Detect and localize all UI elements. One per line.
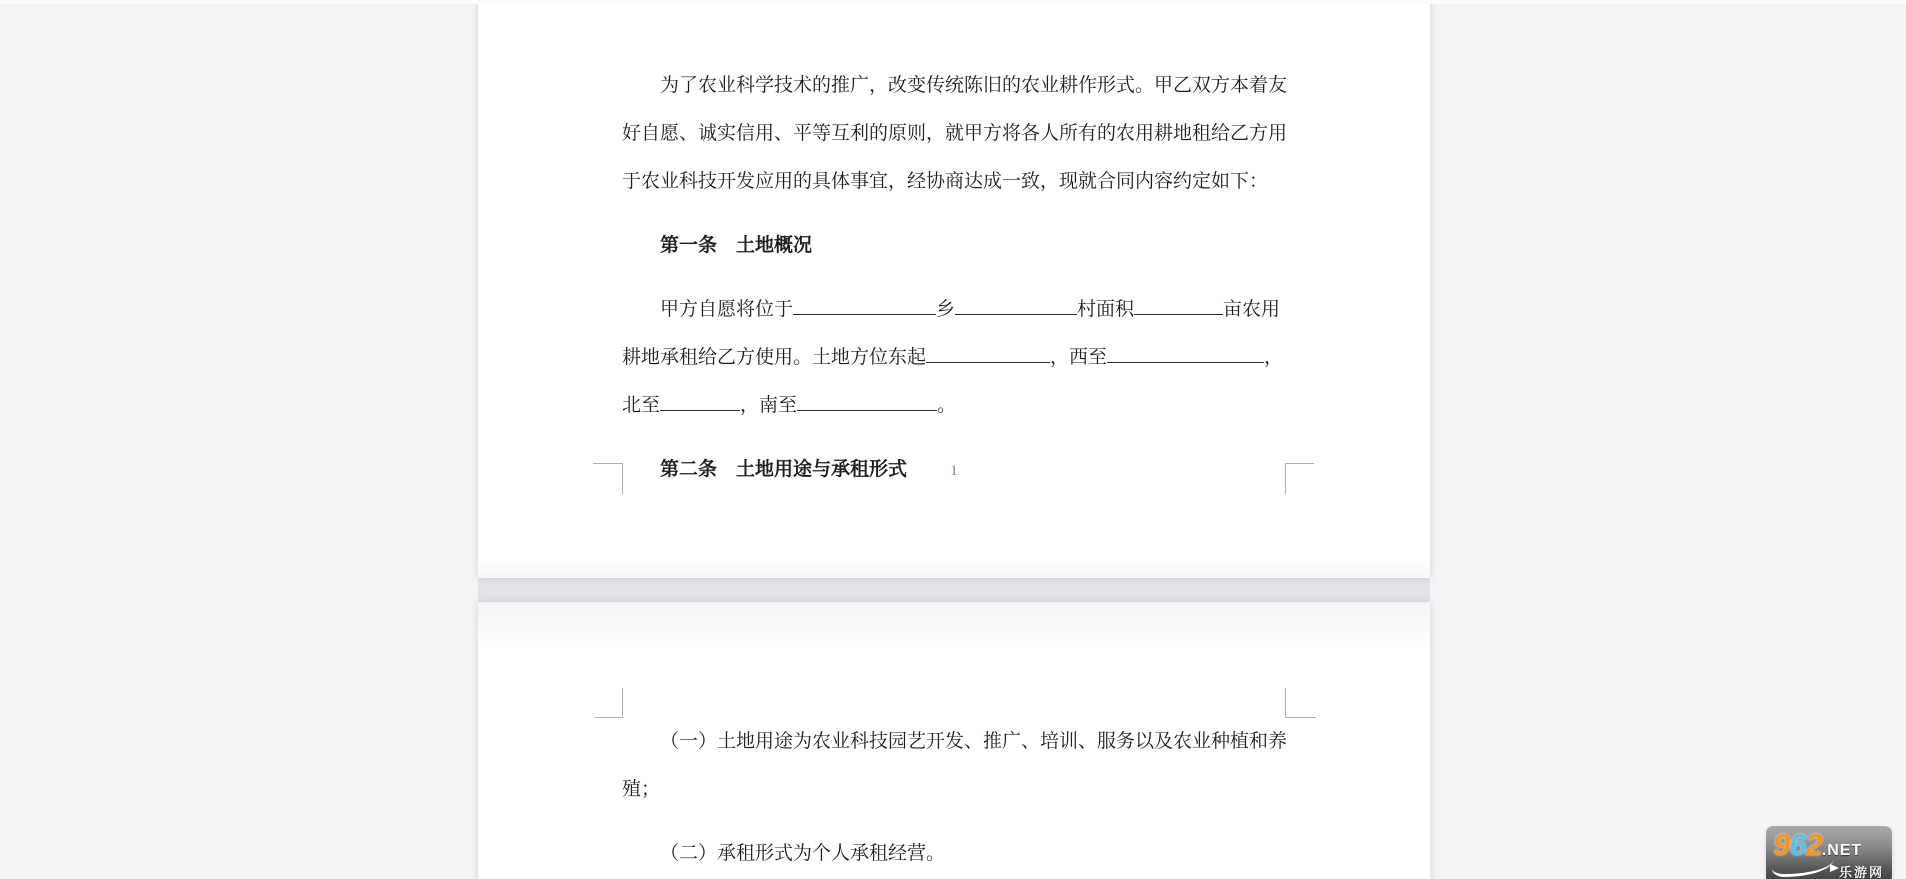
text-run: 为了农业科学技术的推广，改变传统陈旧的农业耕作形式。甲乙双方本着友 xyxy=(660,75,1288,96)
fill-in-blank xyxy=(955,294,1077,315)
text-line xyxy=(622,110,1288,158)
page-number: 1 xyxy=(950,463,958,479)
text-run: 北至 xyxy=(622,395,661,416)
text-run: ，西至 xyxy=(1050,347,1108,368)
text-line xyxy=(622,830,1285,878)
text-run: 甲方自愿将位于 xyxy=(660,299,794,320)
margin-corner-mark-top-left xyxy=(595,688,623,718)
text-run: 耕地承租给乙方使用。土地方位东起 xyxy=(622,347,927,368)
text-line xyxy=(622,286,1285,334)
text-run: 殖； xyxy=(622,779,661,800)
watermark-caption-row xyxy=(1772,862,1886,879)
page-gap xyxy=(478,578,1430,602)
text-run: 。 xyxy=(937,395,957,416)
fill-in-blank xyxy=(926,342,1050,363)
watermark-badge xyxy=(1766,826,1892,879)
watermark-net-text: .NET xyxy=(1821,842,1863,859)
text-line xyxy=(622,718,1288,766)
text-run: ， xyxy=(1264,347,1284,368)
watermark-caption: 乐游网 xyxy=(1838,865,1884,879)
text-run: 亩农用 xyxy=(1223,299,1281,320)
fill-in-blank xyxy=(793,294,936,315)
text-run: ，南至 xyxy=(740,395,798,416)
document-page-1 xyxy=(478,0,1430,578)
heading-line xyxy=(622,222,1285,270)
fill-in-blank xyxy=(1134,294,1223,315)
swoosh-arrow-icon xyxy=(1772,856,1834,877)
swoosh-arrowhead-icon xyxy=(1830,864,1839,872)
text-run: （一）土地用途为农业科技园艺开发、推广、培训、服务以及农业种植和养 xyxy=(660,731,1288,752)
text-line xyxy=(622,62,1288,110)
text-run: 村面积 xyxy=(1077,299,1135,320)
fill-in-blank xyxy=(797,390,937,411)
text-run: （二）承租形式为个人承租经营。 xyxy=(660,843,946,864)
text-run: 于农业科技开发应用的具体事宜，经协商达成一致，现就合同内容约定如下： xyxy=(622,171,1269,192)
text-line xyxy=(622,334,1285,382)
text-line xyxy=(622,766,1285,814)
watermark-962-text: 962 xyxy=(1773,827,1822,862)
page-2-text-content xyxy=(622,718,1288,878)
text-line xyxy=(622,382,1285,430)
text-line xyxy=(622,158,1285,206)
margin-corner-mark-top-right xyxy=(1285,688,1316,718)
text-run: 好自愿、诚实信用、平等互利的原则，就甲方将各人所有的农用耕地租给乙方用 xyxy=(622,123,1288,144)
page-1-text-content xyxy=(622,62,1288,494)
text-run: 第一条 土地概况 xyxy=(660,235,813,256)
fill-in-blank xyxy=(1107,342,1264,363)
text-run: 第二条 土地用途与承租形式 xyxy=(660,459,908,480)
document-page-2 xyxy=(478,602,1430,879)
text-run: 乡 xyxy=(936,299,956,320)
fill-in-blank xyxy=(660,390,740,411)
